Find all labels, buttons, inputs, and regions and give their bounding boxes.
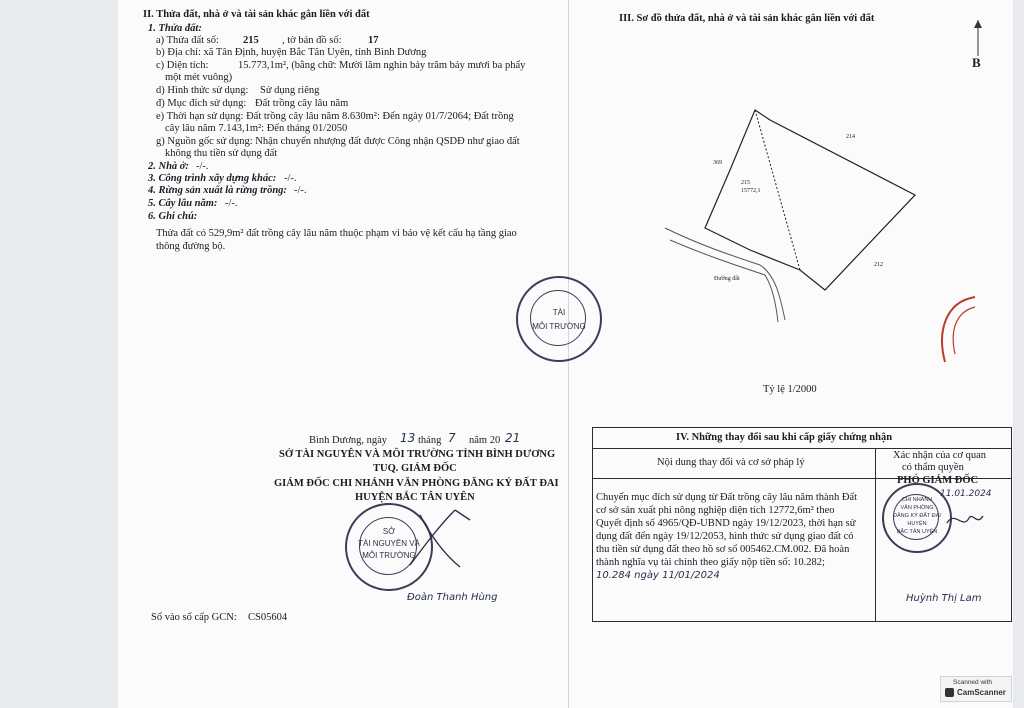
change-line-3: Quyết định số 4965/QĐ-UBND ngày 19/12/2023, thời hạn sử xyxy=(596,518,856,529)
vp-signature-scribble xyxy=(945,508,985,533)
signature-dept: SỞ TÀI NGUYÊN VÀ MÔI TRƯỜNG TỈNH BÌNH DƯƠNG xyxy=(279,449,556,460)
signer-name: Đoàn Thanh Hùng xyxy=(407,592,498,603)
origin-line-1: g) Nguồn gốc sử dụng: Nhận chuyển nhượng đất được Công nhận QSDĐ như giao đất xyxy=(156,136,520,147)
stamp3-text-2: VĂN PHÒNG xyxy=(900,505,934,511)
other-construction-value: -/-. xyxy=(284,173,297,184)
north-marker: B xyxy=(972,55,981,70)
gcn-number: CS05604 xyxy=(248,612,288,623)
change-line-5: thu tiền sử dụng đất theo hồ sơ số 005462.CM.002. Đã hoàn xyxy=(596,544,850,555)
parcel-number: 215 xyxy=(243,35,259,46)
stamp-text-1: TÀI xyxy=(552,308,566,317)
area-label: c) Diện tích: xyxy=(156,60,209,71)
parcel-map xyxy=(660,100,940,330)
stamp-department xyxy=(516,276,602,362)
note-line-1: Thửa đất có 529,9m² đất trồng cây lâu năm thuộc phạm vi bảo vệ kết cấu hạ tầng giao xyxy=(156,228,517,239)
usage-form-label: d) Hình thức sử dụng: xyxy=(156,85,249,96)
signature-title: GIÁM ĐỐC CHI NHÁNH VĂN PHÒNG ĐĂNG KÝ ĐẤT ĐAI xyxy=(274,478,559,489)
map-number-label: , tờ bản đồ số: xyxy=(282,35,342,46)
date-month-label: tháng xyxy=(418,435,442,446)
north-arrow-icon xyxy=(973,20,983,58)
watermark-line-2: CamScanner xyxy=(957,688,1006,697)
map-neighbor-214: 214 xyxy=(846,134,855,140)
signature-scribble xyxy=(400,505,480,575)
usage-form: Sử dụng riêng xyxy=(260,85,320,96)
perennial-value: -/-. xyxy=(225,198,238,209)
usage-purpose-label: đ) Mục đích sử dụng: xyxy=(156,98,247,109)
house-label: 2. Nhà ở: xyxy=(148,161,189,172)
map-neighbor-212: 212 xyxy=(874,262,883,268)
signature-authority: TUQ. GIÁM ĐỐC xyxy=(373,463,457,474)
table-column-divider xyxy=(875,448,876,621)
note-label: 6. Ghi chú: xyxy=(148,211,198,222)
change-line-1: Chuyển mục đích sử dụng từ Đất trồng cây lâu năm thành Đất xyxy=(596,492,857,503)
vice-director-title: PHÓ GIÁM ĐỐC xyxy=(897,475,979,486)
watermark-line-1: Scanned with xyxy=(953,679,993,686)
table-title: IV. Những thay đổi sau khi cấp giấy chứng nhận xyxy=(676,432,893,443)
forest-value: -/-. xyxy=(294,185,307,196)
stamp2-text-3: MÔI TRƯỜNG xyxy=(362,551,416,560)
date-prefix: Bình Dương, ngày xyxy=(309,435,388,446)
date-year: 21 xyxy=(505,431,521,445)
map-number: 17 xyxy=(368,35,379,46)
stamp3-text-5: BẮC TÂN UYÊN xyxy=(896,529,938,535)
date-month: 7 xyxy=(448,431,456,445)
date-day: 13 xyxy=(400,431,416,445)
usage-purpose: Đất trồng cây lâu năm xyxy=(255,98,349,109)
section-iii-heading: III. Sơ đồ thửa đất, nhà ở và tài sản khác gắn liền với đất xyxy=(619,13,875,24)
stamp3-text-3: ĐĂNG KÝ ĐẤT ĐAI xyxy=(893,513,941,519)
table-col-authority-1: Xác nhận của cơ quan xyxy=(893,450,987,461)
area-line-1: 15.773,1m², (bằng chữ: Mười lăm nghìn bảy trăm bảy mươi ba phẩy xyxy=(238,60,526,71)
date-year-label: năm 20 xyxy=(469,435,501,446)
table-col-authority-2: có thẩm quyền xyxy=(902,462,964,473)
stamp3-text-1: CHI NHÁNH xyxy=(901,497,933,503)
stamp3-text-4: HUYỆN xyxy=(907,521,927,527)
usage-term-line-1: e) Thời hạn sử dụng: Đất trồng cây lâu năm 8.630m²: Đến ngày 01/7/2064; Đất trồng xyxy=(156,111,514,122)
note-line-2: thông đường bộ. xyxy=(156,241,226,252)
change-line-4: dụng đất đến ngày 19/12/2053, hình thức sử dụng giao đất có xyxy=(596,531,854,542)
stamp-text-2: MÔI TRƯỜNG xyxy=(532,322,586,331)
map-parcel-number: 215 xyxy=(741,180,750,186)
table-col-content: Nội dung thay đổi và cơ sở pháp lý xyxy=(657,457,805,468)
red-seal-partial xyxy=(935,292,981,372)
stamp-land-office xyxy=(882,483,952,553)
house-value: -/-. xyxy=(196,161,209,172)
vice-director-date: 11.01.2024 xyxy=(940,489,992,499)
forest-label: 4. Rừng sản xuất là rừng trồng: xyxy=(148,185,287,196)
camscanner-icon xyxy=(945,688,954,697)
camscanner-watermark xyxy=(940,676,1012,702)
origin-line-2: không thu tiền sử dụng đất xyxy=(165,148,278,159)
perennial-label: 5. Cây lâu năm: xyxy=(148,198,218,209)
map-scale: Tỷ lệ 1/2000 xyxy=(763,384,817,395)
stamp2-text-2: TÀI NGUYÊN VÀ xyxy=(358,539,420,548)
vice-director-name: Huỳnh Thị Lam xyxy=(906,593,982,604)
other-construction-label: 3. Công trình xây dựng khác: xyxy=(148,173,277,184)
change-line-2: cơ sở sản xuất phi nông nghiệp diện tích 12772,6m² theo xyxy=(596,505,835,516)
gcn-label: Số vào sổ cấp GCN: xyxy=(151,612,237,623)
stamp2-text-1: SỞ xyxy=(382,527,396,536)
area-line-2: một mét vuông) xyxy=(165,72,233,83)
map-road-label: Đường đất xyxy=(714,276,740,282)
address: b) Địa chỉ: xã Tân Định, huyện Bắc Tân Uyên, tỉnh Bình Dương xyxy=(156,47,427,58)
usage-term-line-2: cây lâu năm 7.143,1m²: Đến tháng 01/2050 xyxy=(165,123,348,134)
parcel-number-label: a) Thửa đất số: xyxy=(156,35,219,46)
section-ii-heading: II. Thửa đất, nhà ở và tài sản khác gắn liền với đất xyxy=(143,9,370,20)
signature-district: HUYỆN BẮC TÂN UYÊN xyxy=(355,492,475,503)
change-line-6: thành nghĩa vụ tài chính theo giấy nộp tiền số: 10.282; xyxy=(596,557,825,568)
map-parcel-area: 15772,1 xyxy=(741,188,761,194)
map-neighbor-369: 369 xyxy=(713,160,722,166)
parcel-heading: 1. Thửa đất: xyxy=(148,23,202,34)
change-line-7: 10.284 ngày 11/01/2024 xyxy=(596,570,720,581)
